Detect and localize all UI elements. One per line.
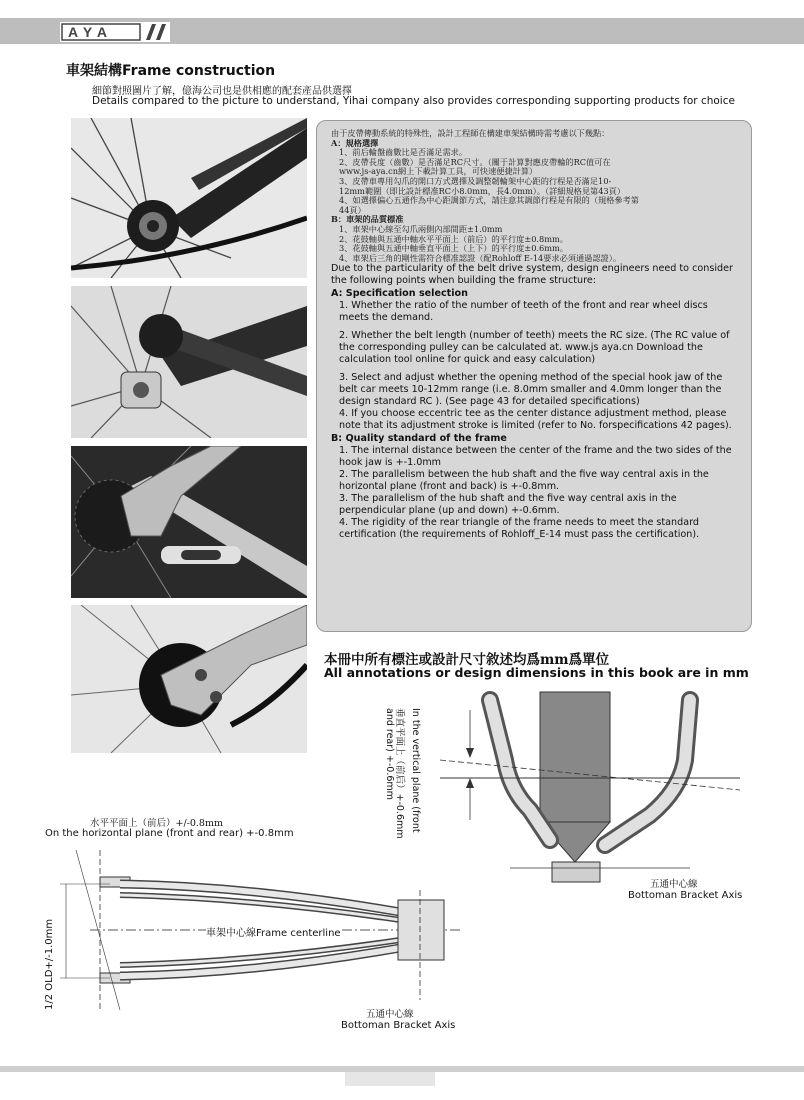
panel-cn-b1: 1、車架中心線至勾爪兩側內部間距±1.0mm (339, 223, 503, 234)
panel-cn-intro: 由于皮帶傳動系統的特殊性，設計工程師在構建車架結構時需考慮以下幾點： (331, 128, 610, 138)
panel-cn-b3: 3、花鼓軸與五通中軸垂直平面上（上下）的平行度±0.6mm。 (339, 243, 568, 254)
panel-en-b4: 4. The rigidity of the rear triangle of the frame needs to meet the standard certification (the requirements of Rohloff_E-14 must pass the certification). (339, 517, 700, 541)
panel-cn-a4b: 44頁） (339, 204, 366, 215)
panel-cn-a1: 1、前后輪盤齒數比是否滿足需求。 (339, 147, 468, 158)
panel-en-intro: Due to the particularity of the belt drive system, design engineers need to consider the following points when building the frame structure: (331, 263, 733, 287)
panel-cn-b-heading: B：車架的品質標准 (331, 214, 404, 225)
panel-cn-b2: 2、花鼓軸與五通中軸水平平面上（前后）的平行度±0.8mm。 (339, 233, 568, 244)
bb-axis-label-en-top: Bottoman Bracket Axis (628, 890, 743, 901)
frame-centerline-label: 車架中心線Frame centerline (206, 924, 341, 939)
panel-en-a-heading: A: Specification selection (331, 287, 468, 299)
vertical-tolerance-label-en1: In the vertical plane (front (410, 708, 421, 833)
panel-en-a1: 1. Whether the ratio of the number of teeth of the front and rear wheel discs meets the demand. (339, 299, 708, 323)
panel-en-b-heading: B: Quality standard of the frame (331, 432, 507, 444)
panel-cn-a2b: www.js-aya.cn網上下載計算工具，可快速便捷計算） (339, 166, 538, 177)
panel-en-b3: 3. The parallelism of the hub shaft and the five way central axis in the perpendicular plane (up and down) +-0.6mm. (339, 493, 677, 517)
horizontal-tolerance-label-cn: 水平平面上（前后）+/-0.8mm (90, 818, 223, 829)
panel-cn-a3b: 12mm範圍（即比設計標准RC小8.0mm，長4.0mm）。（詳細規格見第43頁） (339, 185, 626, 196)
panel-cn-a2: 2、皮帶長度（齒數）是否滿足RC尺寸。（關于計算對應皮帶輪的RC值可在 (339, 156, 611, 167)
units-note-en: All annotations or design dimensions in this book are in mm (324, 665, 749, 680)
section-subtitle-en: Details compared to the picture to understand, Yihai company also provides corresponding supporting products for choice (92, 95, 735, 107)
panel-en-a4: 4. If you choose eccentric tee as the center distance adjustment method, please note that its adjustment stroke is limited (refer to No. forspecifications 42 pages). (339, 408, 732, 432)
svg-text:AYA: AYA (68, 24, 113, 40)
panel-cn-a3: 3、皮帶車專用勾爪的開口方式選擇及調整韌輪架中心距的行程是否滿足10- (339, 175, 612, 186)
footer-tab (345, 1072, 435, 1086)
panel-cn-a-heading: A：規格選擇 (331, 137, 379, 148)
panel-cn-a4: 4、如選擇偏心五通作為中心距調節方式，請注意其調節行程是有限的（規格參考第 (339, 195, 639, 206)
panel-cn-b4: 4、車架后三角的剛性需符合標准認證（配Rohloff E-14要求必須通過認證）。 (339, 252, 622, 263)
old-tolerance-label: 1/2 OLD+/-1.0mm (44, 918, 55, 1010)
vertical-tolerance-label-en2: and rear) +-0.6mm (384, 708, 395, 800)
horizontal-tolerance-label-en: On the horizontal plane (front and rear) +-0.8mm (45, 828, 294, 839)
panel-en-b2: 2. The parallelism between the hub shaft and the five way central axis in the horizontal plane (front and back) is +-0.8mm. (339, 468, 709, 492)
bb-axis-label-cn-top: 五通中心線 (650, 879, 698, 890)
panel-en-b1: 1. The internal distance between the center of the frame and the two sides of the hook jaw is +-1.0mm (339, 444, 732, 468)
bb-axis-label-en-bottom: Bottoman Bracket Axis (341, 1020, 456, 1031)
vertical-tolerance-label-cn: 垂直平面上（前后）+-0.6mm (394, 708, 405, 839)
panel-en-a3: 3. Select and adjust whether the opening method of the special hook jaw of the belt car meets 10-12mm range (i.e. 8.0mm smaller and 4.0mm longer than the design standard RC ). (See page 43 for detailed specifications) (339, 372, 723, 408)
vertical-plane-diagram (440, 692, 740, 882)
units-note-cn: 本冊中所有標注或設計尺寸敘述均爲mm爲單位 (324, 652, 610, 668)
section-subtitle-cn: 細節對照圖片了解，億海公司也是供相應的配套產品供選擇 (92, 86, 352, 97)
panel-en-a2: 2. Whether the belt length (number of teeth) meets the RC size. (The RC value of the corresponding pulley can be calculated at. www.js aya.cn Download the calculation tool online for quick and easy calculation) (339, 329, 730, 365)
section-title: 車架結構Frame construction (66, 63, 276, 79)
bb-axis-label-cn-bottom: 五通中心線 (366, 1009, 414, 1020)
